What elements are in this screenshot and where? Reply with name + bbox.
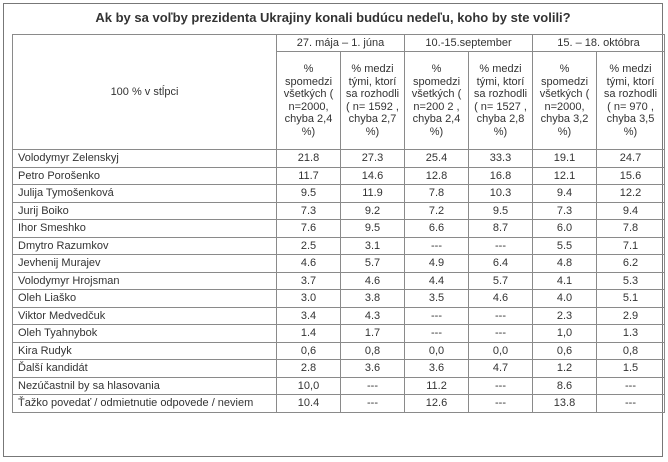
table-cell: 1.2 (533, 360, 597, 378)
table-row (13, 220, 665, 238)
table-cell: --- (597, 395, 665, 413)
table-cell: 4.1 (533, 272, 597, 290)
table-cell: 14.6 (341, 167, 405, 185)
column-header-line: n=2000, (288, 100, 329, 113)
table-cell: 0,0 (405, 342, 469, 360)
table-cell: 4.6 (341, 272, 405, 290)
row-label: Viktor Medvedčuk (13, 307, 277, 325)
table-cell: --- (341, 377, 405, 395)
table-row (13, 377, 665, 395)
table-cell: 4.0 (533, 290, 597, 308)
table-body (13, 150, 665, 413)
table-row (13, 342, 665, 360)
column-header-line: všetkých ( (411, 88, 462, 100)
table-cell: 6.2 (597, 255, 665, 273)
table-row (13, 272, 665, 290)
table-cell: --- (469, 325, 533, 343)
table-cell: 7.1 (597, 237, 665, 255)
table-cell: 2.9 (597, 307, 665, 325)
table-cell: 3.6 (405, 360, 469, 378)
table-cell: --- (341, 395, 405, 413)
table-cell: 7.3 (277, 202, 341, 220)
column-header-line: ( n= 970 , (607, 100, 654, 113)
table-cell: 1.4 (277, 325, 341, 343)
table-cell: 5.5 (533, 237, 597, 255)
table-cell: --- (469, 395, 533, 413)
row-label: Petro Porošenko (13, 167, 277, 185)
column-header-line: chyba 2,8 (476, 113, 525, 125)
table-cell: 5.7 (341, 255, 405, 273)
column-header-line: spomedzi (284, 75, 333, 88)
row-label: Nezúčastnil by sa hlasovania (13, 377, 277, 395)
period-header: 15. – 18. októbra (533, 35, 665, 52)
table-cell: 10.3 (469, 185, 533, 203)
table-cell: 13.8 (533, 395, 597, 413)
column-header-line: spomedzi (412, 75, 461, 88)
table-cell: 12.2 (597, 185, 665, 203)
table-cell: 2.8 (277, 360, 341, 378)
table-cell: --- (405, 237, 469, 255)
table-cell: 7.3 (533, 202, 597, 220)
column-header-line: %) (301, 125, 316, 138)
row-label: Oleh Tyahnybok (13, 325, 277, 343)
column-header-label: 100 % v stĺpci (13, 35, 277, 150)
column-header-line: % (303, 63, 314, 75)
column-header-line: sa rozhodli (473, 88, 528, 100)
column-header-line: %) (623, 125, 638, 138)
table-cell: 4.6 (277, 255, 341, 273)
table-cell: 1.5 (597, 360, 665, 378)
table-cell: 2.5 (277, 237, 341, 255)
table-cell: 3.6 (341, 360, 405, 378)
table-cell: 25.4 (405, 150, 469, 168)
table-cell: 4.8 (533, 255, 597, 273)
table-cell: 12.8 (405, 167, 469, 185)
table-cell: 10,0 (277, 377, 341, 395)
table-cell: 6.4 (469, 255, 533, 273)
column-header-line: %) (557, 125, 572, 138)
row-label: Jurij Boiko (13, 202, 277, 220)
table-cell: 24.7 (597, 150, 665, 168)
table-cell: 3.4 (277, 307, 341, 325)
column-header-line: tými, ktorí (348, 75, 397, 88)
table-cell: 1.3 (597, 325, 665, 343)
table-cell: 3.1 (341, 237, 405, 255)
table-cell: 33.3 (469, 150, 533, 168)
table-cell: 1,0 (533, 325, 597, 343)
table-cell: --- (597, 377, 665, 395)
table-cell: 3.8 (341, 290, 405, 308)
row-label: Kira Rudyk (13, 342, 277, 360)
table-cell: 15.6 (597, 167, 665, 185)
column-header-all (405, 52, 469, 150)
row-label: Ďalší kandidát (13, 360, 277, 378)
table-cell: 19.1 (533, 150, 597, 168)
table-cell: --- (469, 307, 533, 325)
period-header: 27. mája – 1. júna (277, 35, 405, 52)
table-cell: 5.7 (469, 272, 533, 290)
table-cell: 12.1 (533, 167, 597, 185)
column-header-line: chyba 3,5 (606, 113, 655, 125)
row-label: Ihor Smeshko (13, 220, 277, 238)
table-cell: 12.6 (405, 395, 469, 413)
table-cell: 5.1 (597, 290, 665, 308)
table-cell: 0,6 (533, 342, 597, 360)
row-label: Dmytro Razumkov (13, 237, 277, 255)
table-cell: 5.3 (597, 272, 665, 290)
table-cell: 7.2 (405, 202, 469, 220)
table-row (13, 325, 665, 343)
column-header-line: n=200 2 , (413, 100, 460, 113)
column-header-line: tými, ktorí (476, 75, 525, 88)
table-row (13, 395, 665, 413)
row-label: Oleh Liaško (13, 290, 277, 308)
table-cell: 21.8 (277, 150, 341, 168)
column-header-line: n=2000, (544, 100, 585, 113)
table-cell: 7.8 (405, 185, 469, 203)
table-cell: 4.4 (405, 272, 469, 290)
table-cell: 9.5 (341, 220, 405, 238)
column-header-line: % medzi (351, 63, 394, 75)
table-cell: 10.4 (277, 395, 341, 413)
poll-table (12, 34, 665, 413)
table-row (13, 185, 665, 203)
table-cell: --- (405, 307, 469, 325)
period-header: 10.-15.september (405, 35, 533, 52)
table-cell: 0,6 (277, 342, 341, 360)
table-cell: 7.8 (597, 220, 665, 238)
table-cell: --- (469, 377, 533, 395)
column-header-decided (597, 52, 665, 150)
column-header-line: ( n= 1527 , (474, 100, 527, 113)
header-row-periods (13, 35, 665, 52)
table-cell: 11.7 (277, 167, 341, 185)
column-header-decided (469, 52, 533, 150)
row-label: Volodymyr Hrojsman (13, 272, 277, 290)
column-header-line: chyba 2,4 (284, 113, 333, 125)
row-label: Volodymyr Zelenskyj (13, 150, 277, 168)
table-cell: 1.7 (341, 325, 405, 343)
table-cell: 16.8 (469, 167, 533, 185)
table-cell: 11.9 (341, 185, 405, 203)
table-row (13, 255, 665, 273)
row-label: Julija Tymošenková (13, 185, 277, 203)
table-cell: --- (469, 237, 533, 255)
table-cell: 27.3 (341, 150, 405, 168)
table-cell: 4.6 (469, 290, 533, 308)
table-cell: 11.2 (405, 377, 469, 395)
table-cell: 4.9 (405, 255, 469, 273)
document-frame (3, 3, 663, 457)
table-cell: 0,8 (597, 342, 665, 360)
table-cell: 9.5 (469, 202, 533, 220)
table-row (13, 202, 665, 220)
table-cell: 3.7 (277, 272, 341, 290)
column-header-line: všetkých ( (283, 88, 334, 100)
table-cell: 0,8 (341, 342, 405, 360)
table-cell: 2.3 (533, 307, 597, 325)
page-title: Ak by sa voľby prezidenta Ukrajiny konali budúcu nedeľu, koho by ste volili? (95, 10, 571, 25)
table-cell: 6.0 (533, 220, 597, 238)
column-header-line: chyba 2,7 (348, 113, 397, 125)
table-cell: 9.4 (597, 202, 665, 220)
column-header-line: chyba 3,2 (540, 113, 589, 125)
row-label: Ťažko povedať / odmietnutie odpovede / neviem (13, 395, 277, 413)
column-header-line: spomedzi (540, 75, 589, 88)
table-row (13, 150, 665, 168)
column-header-line: sa rozhodli (345, 88, 400, 100)
row-label: Jevhenij Murajev (13, 255, 277, 273)
table-cell: 8.6 (533, 377, 597, 395)
table-cell: 3.0 (277, 290, 341, 308)
table-cell: 9.2 (341, 202, 405, 220)
table-row (13, 167, 665, 185)
table-cell: 0,0 (469, 342, 533, 360)
column-header-line: %) (493, 125, 508, 138)
table-cell: 3.5 (405, 290, 469, 308)
table-cell: 4.7 (469, 360, 533, 378)
table-cell: 4.3 (341, 307, 405, 325)
column-header-line: % (559, 63, 570, 75)
table-row (13, 290, 665, 308)
column-header-line: % medzi (479, 63, 522, 75)
column-header-line: %) (365, 125, 380, 138)
table-row (13, 307, 665, 325)
column-header-line: všetkých ( (539, 88, 590, 100)
column-header-line: ( n= 1592 , (346, 100, 399, 113)
table-cell: 9.5 (277, 185, 341, 203)
column-header-all (533, 52, 597, 150)
table-cell: 6.6 (405, 220, 469, 238)
column-header-line: % (431, 63, 442, 75)
table-cell: 7.6 (277, 220, 341, 238)
table-row (13, 237, 665, 255)
table-cell: --- (405, 325, 469, 343)
column-header-line: tými, ktorí (606, 75, 655, 88)
column-header-line: sa rozhodli (603, 88, 658, 100)
column-header-line: % medzi (609, 63, 652, 75)
table-row (13, 360, 665, 378)
column-header-line: %) (429, 125, 444, 138)
table-cell: 8.7 (469, 220, 533, 238)
column-header-all (277, 52, 341, 150)
column-header-line: chyba 2,4 (412, 113, 461, 125)
table-cell: 9.4 (533, 185, 597, 203)
column-header-decided (341, 52, 405, 150)
